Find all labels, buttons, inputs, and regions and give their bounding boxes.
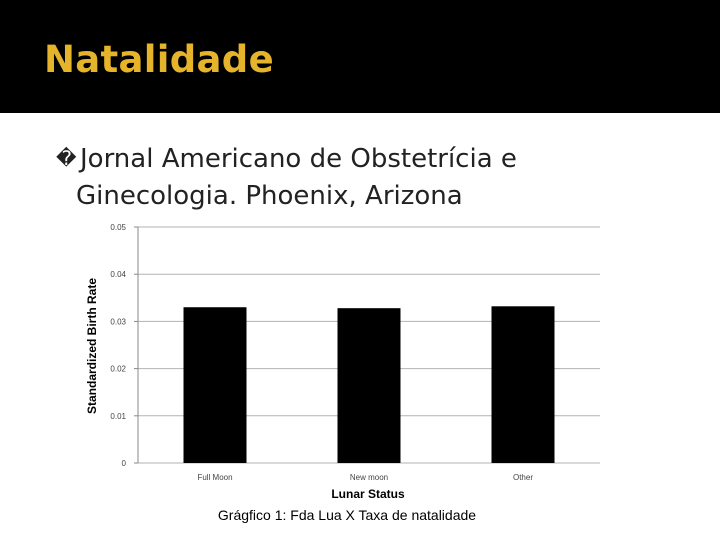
x-tick-label: Other	[512, 473, 534, 482]
x-tick-labels	[197, 473, 533, 482]
y-tick-label: 0	[121, 459, 126, 468]
x-tick-label: Full Moon	[197, 473, 233, 482]
bar	[492, 306, 555, 463]
title-bar	[0, 0, 720, 113]
bullet-icon: �	[56, 146, 77, 170]
bar	[338, 308, 401, 463]
y-tick-label: 0.03	[110, 317, 126, 327]
y-tick-label: 0.04	[110, 270, 126, 280]
caption-text: Grágfico 1: Fda Lua X Taxa de natalidade	[217, 507, 477, 523]
chart-bars	[184, 306, 555, 463]
bar	[184, 307, 247, 463]
bullet-line-2: Ginecologia. Phoenix, Arizona	[76, 181, 463, 211]
x-tick-label: New moon	[349, 473, 389, 482]
y-axis-label: Standardized Birth Rate	[85, 277, 99, 415]
bullet-text-1: Jornal Americano de Obstetrícia e	[80, 144, 517, 174]
y-tick-label: 0.01	[110, 411, 126, 421]
birth-rate-chart	[60, 220, 620, 505]
y-tick-label: 0.05	[110, 223, 126, 232]
slide-title: Natalidade	[44, 38, 274, 81]
y-tick-labels	[110, 223, 126, 468]
bullet-point	[56, 140, 696, 215]
x-axis-label: Lunar Status	[331, 487, 405, 501]
bullet-line-1	[56, 140, 696, 178]
y-tick-label: 0.02	[110, 364, 126, 374]
chart-caption	[0, 507, 720, 523]
